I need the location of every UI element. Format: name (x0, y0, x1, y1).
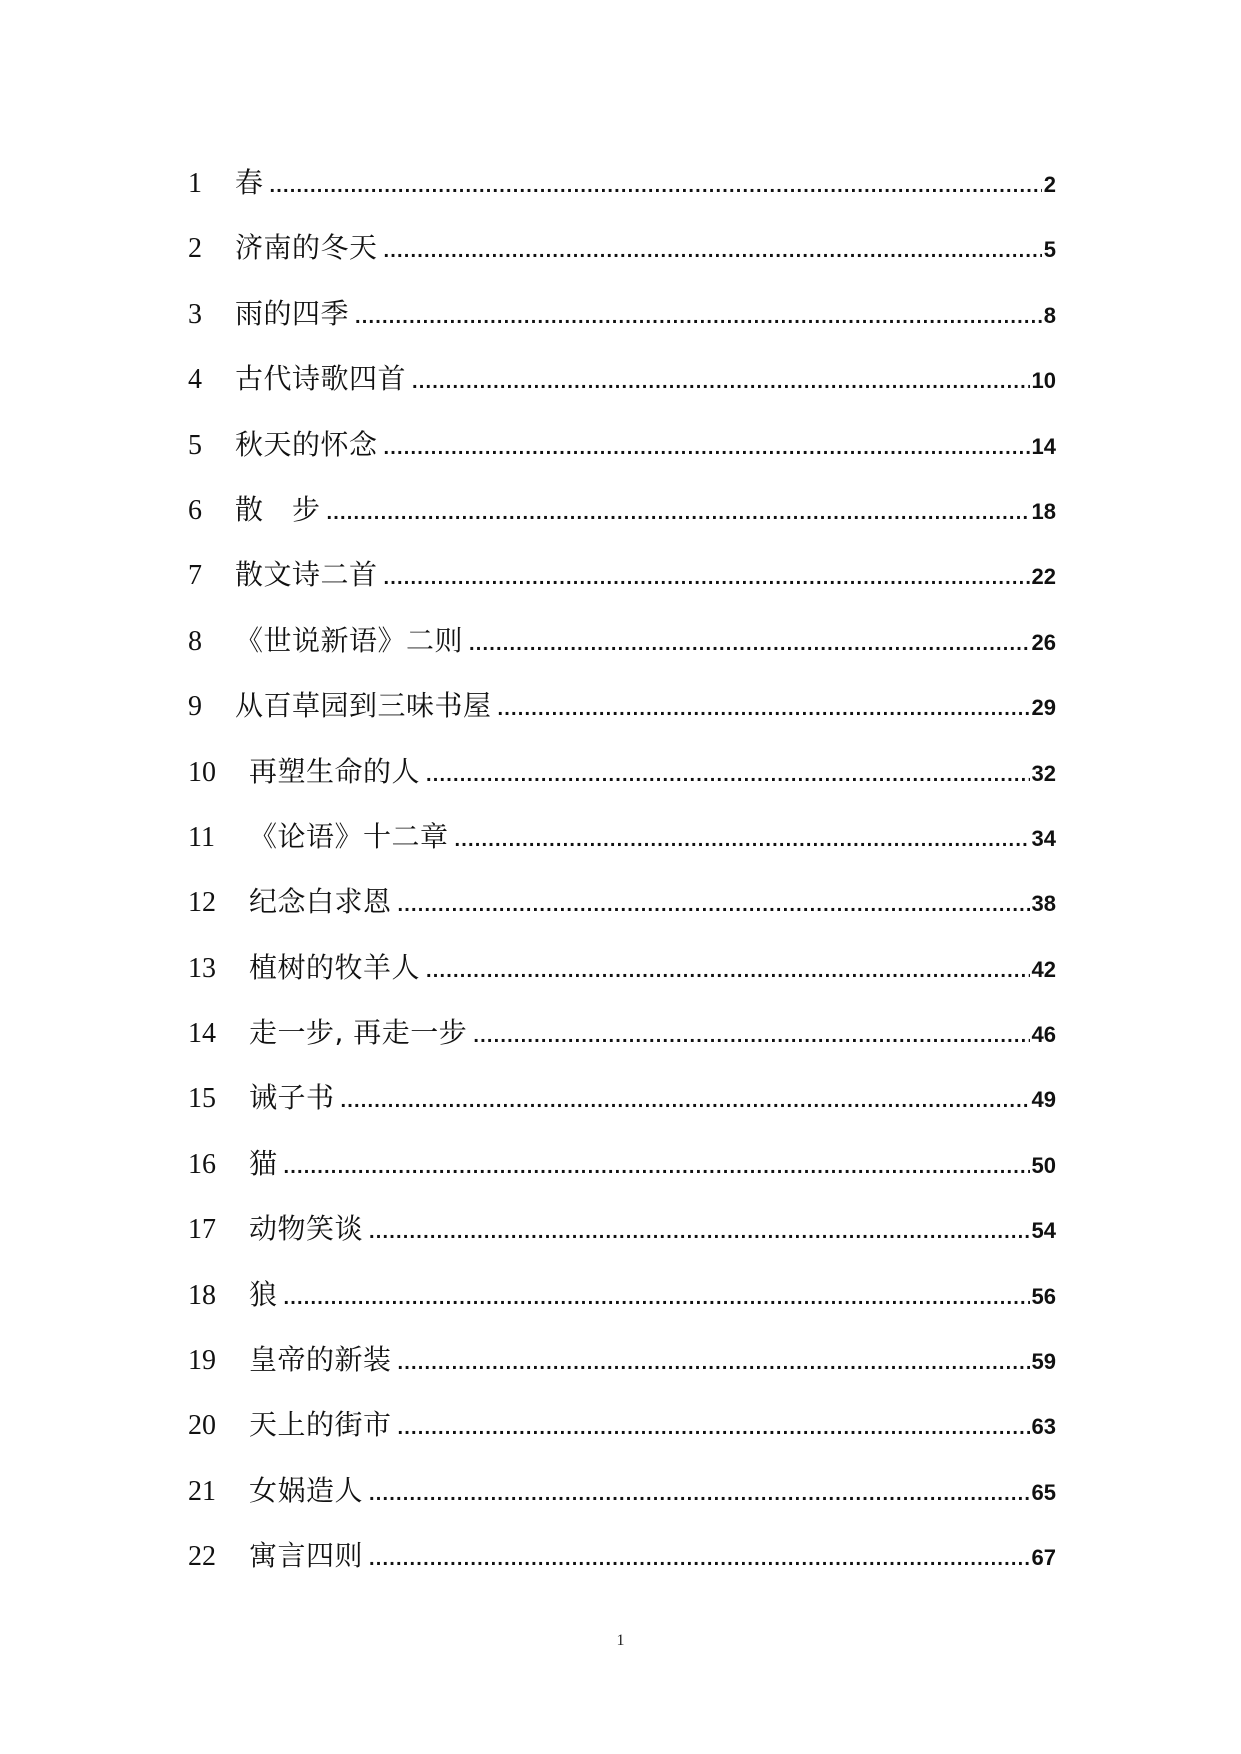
toc-entry-number: 22 (188, 1541, 216, 1573)
toc-entry-number: 19 (188, 1345, 216, 1377)
toc-entry-number: 15 (188, 1083, 216, 1115)
toc-entry-number: 14 (188, 1018, 216, 1050)
toc-entry[interactable] (188, 1458, 1056, 1523)
toc-entry-page: 8 (1043, 302, 1056, 328)
toc-entry[interactable] (188, 1392, 1056, 1457)
toc-entry-title: 济南的冬天 (235, 231, 378, 265)
dot-leader (412, 350, 1030, 415)
toc-entry-number: 21 (188, 1475, 216, 1507)
toc-entry[interactable] (188, 673, 1056, 738)
toc-entry-page: 50 (1031, 1152, 1056, 1178)
table-of-contents (188, 150, 1056, 1589)
dot-leader (369, 1527, 1030, 1592)
toc-entry-number: 10 (188, 756, 216, 788)
toc-entry-page: 49 (1031, 1087, 1056, 1113)
toc-entry-title: 走一步, 再走一步 (249, 1016, 468, 1050)
toc-entry-number: 13 (188, 952, 216, 984)
dot-leader (426, 939, 1030, 1004)
dot-leader (384, 219, 1042, 284)
toc-entry[interactable] (188, 739, 1056, 804)
toc-entry-number: 6 (188, 494, 202, 526)
toc-entry[interactable] (188, 281, 1056, 346)
toc-entry-page: 65 (1031, 1479, 1056, 1505)
dot-leader (284, 1266, 1030, 1331)
toc-entry[interactable] (188, 804, 1056, 869)
toc-entry-page: 29 (1031, 695, 1056, 721)
dot-leader (398, 873, 1030, 938)
toc-entry-page: 56 (1031, 1283, 1056, 1309)
toc-entry-page: 14 (1031, 433, 1056, 459)
dot-leader (369, 1462, 1030, 1527)
toc-entry-number: 12 (188, 887, 216, 919)
dot-leader (398, 1396, 1030, 1461)
dot-leader (327, 481, 1030, 546)
dot-leader (473, 1004, 1029, 1069)
dot-leader (270, 154, 1042, 219)
toc-entry[interactable] (188, 542, 1056, 607)
toc-entry-title: 皇帝的新装 (249, 1343, 392, 1377)
toc-entry[interactable] (188, 1262, 1056, 1327)
toc-entry-page: 54 (1031, 1218, 1056, 1244)
toc-entry[interactable] (188, 1327, 1056, 1392)
toc-entry[interactable] (188, 215, 1056, 280)
toc-entry[interactable] (188, 1196, 1056, 1261)
toc-entry[interactable] (188, 1065, 1056, 1130)
toc-entry-title: 寓言四则 (249, 1539, 364, 1573)
toc-entry-page: 32 (1031, 760, 1056, 786)
toc-entry-title: 古代诗歌四首 (235, 362, 407, 396)
dot-leader (455, 808, 1030, 873)
toc-entry[interactable] (188, 1131, 1056, 1196)
toc-entry-title: 再塑生命的人 (249, 754, 421, 788)
toc-entry-title: 雨的四季 (235, 296, 350, 330)
toc-entry-page: 10 (1031, 368, 1056, 394)
toc-entry[interactable] (188, 477, 1056, 542)
toc-entry-number: 8 (188, 625, 202, 657)
dot-leader (355, 285, 1042, 350)
dot-leader (341, 1069, 1030, 1134)
toc-entry-page: 34 (1031, 825, 1056, 851)
toc-entry-number: 18 (188, 1279, 216, 1311)
toc-entry[interactable] (188, 1523, 1056, 1588)
toc-entry[interactable] (188, 346, 1056, 411)
toc-entry-title: 猫 (249, 1146, 278, 1180)
toc-entry-page: 2 (1043, 172, 1056, 197)
dot-leader (398, 1331, 1030, 1396)
toc-entry-number: 3 (188, 298, 202, 330)
toc-entry-title: 秋天的怀念 (235, 427, 378, 461)
toc-entry-page: 5 (1043, 237, 1056, 263)
toc-entry[interactable] (188, 1000, 1056, 1065)
toc-entry-number: 16 (188, 1148, 216, 1180)
dot-leader (369, 1200, 1030, 1265)
toc-entry-page: 18 (1031, 498, 1056, 524)
toc-entry-number: 4 (188, 364, 202, 396)
toc-entry-number: 2 (188, 233, 202, 265)
page-number: 1 (616, 1632, 625, 1649)
dot-leader (426, 743, 1030, 808)
toc-entry-page: 26 (1031, 629, 1056, 655)
toc-entry-page: 42 (1031, 956, 1056, 982)
toc-entry[interactable] (188, 869, 1056, 934)
dot-leader (384, 416, 1030, 481)
toc-entry[interactable] (188, 935, 1056, 1000)
toc-entry-number: 5 (188, 429, 202, 461)
toc-entry-title: 纪念白求恩 (249, 885, 392, 919)
toc-entry[interactable] (188, 608, 1056, 673)
dot-leader (384, 546, 1030, 611)
toc-entry-title: 天上的街市 (249, 1408, 392, 1442)
toc-entry-number: 7 (188, 560, 202, 592)
toc-entry-number: 9 (188, 691, 202, 723)
toc-entry-title: 散 步 (235, 492, 321, 526)
toc-entry[interactable] (188, 150, 1056, 215)
toc-entry-title: 春 (235, 166, 264, 199)
toc-entry-number: 1 (188, 168, 202, 199)
toc-entry-title: 女娲造人 (249, 1473, 364, 1507)
toc-entry-title: 从百草园到三味书屋 (235, 689, 492, 723)
toc-entry-title: 植树的牧羊人 (249, 950, 421, 984)
toc-entry[interactable] (188, 412, 1056, 477)
toc-entry-page: 38 (1031, 891, 1056, 917)
toc-entry-title: 《论语》十二章 (249, 819, 449, 853)
toc-entry-number: 11 (188, 821, 215, 853)
toc-entry-number: 20 (188, 1410, 216, 1442)
toc-entry-title: 散文诗二首 (235, 558, 378, 592)
toc-entry-page: 59 (1031, 1349, 1056, 1375)
dot-leader (469, 612, 1030, 677)
dot-leader (284, 1135, 1030, 1200)
toc-entry-page: 46 (1031, 1022, 1056, 1048)
toc-entry-title: 动物笑谈 (249, 1212, 364, 1246)
toc-entry-number: 17 (188, 1214, 216, 1246)
toc-entry-page: 22 (1031, 564, 1056, 590)
toc-entry-page: 63 (1031, 1414, 1056, 1440)
toc-entry-page: 67 (1031, 1545, 1056, 1571)
toc-entry-title: 狼 (249, 1277, 278, 1311)
toc-entry-title: 《世说新语》二则 (235, 623, 464, 657)
toc-entry-title: 诫子书 (249, 1081, 335, 1115)
dot-leader (498, 677, 1030, 742)
